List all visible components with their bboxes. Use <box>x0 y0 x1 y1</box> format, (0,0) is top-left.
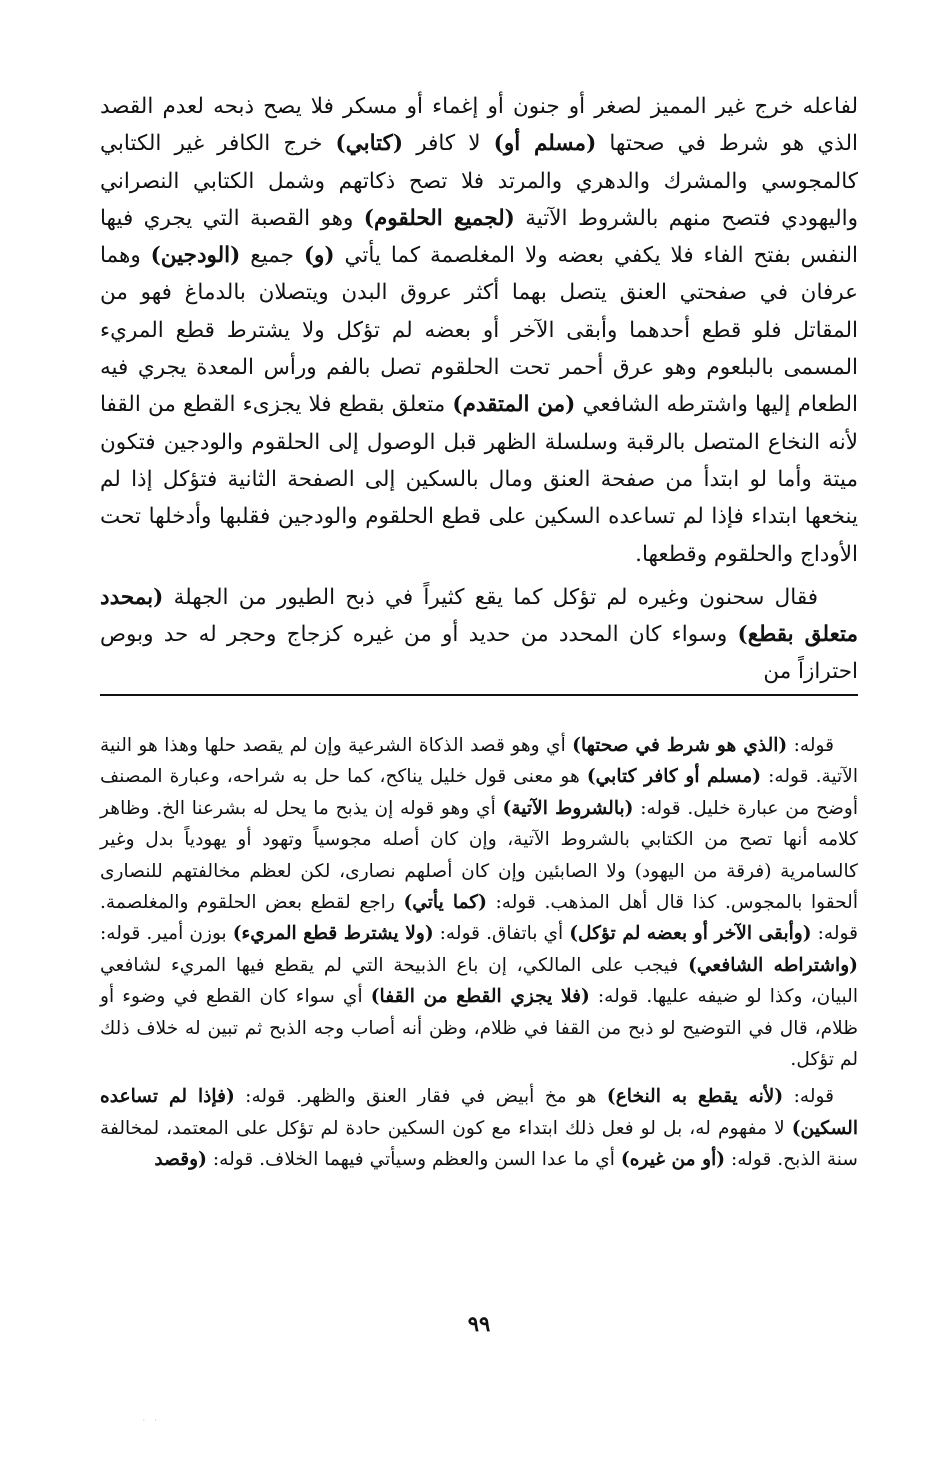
bold-phrase: (مسلم أو) <box>493 131 597 157</box>
text-run: جميع <box>240 243 304 269</box>
bold-phrase: (فلا يجزي القطع من القفا) <box>370 986 590 1008</box>
text-run: وسواء كان المحدد من حديد أو من غيره كزجاج وحجر له حد وبوص احترازاً من <box>100 622 858 685</box>
text-run: أي وهو قصد الذكاة الشرعية وإن لم يقصد حلها وهذا هو النية الآتية. قوله: <box>100 735 858 788</box>
bold-phrase: (واشتراطه الشافعي) <box>688 954 858 976</box>
bold-phrase: (بمحدد متعلق بقطع) <box>100 584 858 648</box>
text-run: أي وهو قوله إن يذبح ما يحل له بشرعنا الخ. وظاهر كلامه أنها تصح من الكتابي بالشروط الآتية، وإن كان أصله مجوسياً وتهود أو يهودياً بدل وغير كالسامرية (فرقة من اليهود) ولا الصابئين وإن كان أصلهم نصارى، لكن لعظم مخالفتهم للنصارى ألحقوا بالمجوس. كذا قال أهل المذهب. قوله: <box>100 797 858 914</box>
text-run: قوله: <box>783 1086 834 1108</box>
bold-phrase: (وأبقى الآخر أو بعضه لم تؤكل) <box>569 923 812 945</box>
text-run: أي سواء كان القطع في وضوء أو ظلام، قال في التوضيح لو ذبح من القفا في ظلام، وظن أنه أصاب وجه الذبح ثم تبين له خلاف ذلك لم تؤكل. <box>100 986 858 1071</box>
scan-speck: · · <box>142 1416 160 1426</box>
text-run: هو مخ أبيض في فقار العنق والظهر. قوله: <box>234 1086 607 1108</box>
text-run: خرج الكافر غير الكتابي كالمجوسي والمشرك والدهري والمرتد فلا تصح ذكاتهم وشمل الكتابي النصراني واليهودي فتصح منهم بالشروط الآتية <box>100 131 858 231</box>
text-run: لا كافر <box>403 131 494 157</box>
text-run: وهما عرفان في صفحتي العنق يتصل بهما أكثر عروق البدن ويتصلان بالدماغ فهو من المقاتل فلو قطع أحدهما وأبقى الآخر أو بعضه لم تؤكل ولا يشترط قطع المريء المسمى بالبلعوم وهو عرق أحمر تحت الحلقوم تصل بالفم ورأس المعدة يجري فيه الطعام إليها واشترطه الشافعي <box>100 243 858 418</box>
bold-phrase: (فإذا لم تساعده السكين) <box>100 1086 858 1139</box>
page-number: ٩٩ <box>467 1311 491 1336</box>
main-paragraph-2 <box>100 579 858 691</box>
text-run: فيجب على المالكي، إن باع الذبيحة التي لم يقطع فيها المريء لشافعي البيان، وكذا لو ضيفه عليها. قوله: <box>100 954 858 1008</box>
text-run: وهو القصبة التي يجري فيها النفس بفتح الفاء فلا يكفي بعضه ولا المغلصمة كما يأتي <box>100 205 858 269</box>
bold-phrase: (الذي هو شرط في صحتها) <box>572 735 788 756</box>
text-run: لا مفهوم له، بل لو فعل ذلك ابتداء مع كون السكين حادة لم تؤكل على المعتمد، لمخالفة سنة الذبح. قوله: <box>100 1117 858 1171</box>
footnotes <box>100 730 858 1176</box>
bold-phrase: (مسلم أو كافر كتابي) <box>586 766 762 788</box>
footnote-paragraph-1 <box>100 730 858 1075</box>
bold-phrase: (كتابي) <box>335 131 404 157</box>
bold-phrase: (كما يأتي) <box>403 892 487 914</box>
main-paragraph-1 <box>100 88 858 573</box>
bold-phrase: (ولا يشترط قطع المريء) <box>232 923 434 945</box>
bold-phrase: (لأنه يقطع به النخاع) <box>606 1086 784 1108</box>
text-run: بوزن أمير. قوله: <box>100 923 233 945</box>
text-run: هو معنى قول خليل يناكح، كما حل به شراحه، وعبارة المصنف أوضح من عبارة خليل. قوله: <box>100 766 859 819</box>
bold-phrase: (أو من غيره) <box>620 1149 726 1171</box>
text-run: قوله: <box>787 735 834 756</box>
bold-phrase: (و) <box>303 243 335 269</box>
bold-phrase: (الودجين) <box>150 243 241 269</box>
document-page <box>100 88 858 1388</box>
text-run: أي باتفاق. قوله: <box>433 923 570 945</box>
text-run: متعلق بقطع فلا يجزىء القطع من القفا لأنه النخاع المتصل بالرقبة وسلسلة الظهر قبل الوصول إلى الحلقوم والودجين فتكون ميتة وأما لو ابتدأ من صفحة العنق ومال بالسكين إلى الصفحة الثانية فتؤكل إذا لم ينخعها ابتداء فإذا لم تساعده السكين على قطع الحلقوم والودجين فقلبها وأدخلها تحت الأوداج والحلقوم وقطعها. <box>100 392 858 567</box>
text-run: راجع لقطع بعض الحلقوم والمغلصمة. قوله: <box>100 892 858 945</box>
text-run: لفاعله خرج غير المميز لصغر أو جنون أو إغماء أو مسكر فلا يصح ذبحه لعدم القصد الذي هو شرط في صحتها <box>100 94 858 157</box>
text-run: فقال سحنون وغيره لم تؤكل كما يقع كثيراً في ذبح الطيور من الجهلة <box>163 584 818 610</box>
footnote-paragraph-2 <box>100 1081 858 1175</box>
bold-phrase: (وقصد <box>154 1149 207 1171</box>
bold-phrase: (بالشروط الآتية) <box>502 797 634 819</box>
footnote-separator <box>100 694 858 696</box>
bold-phrase: (لجميع الحلقوم) <box>363 205 515 231</box>
main-text <box>100 88 858 691</box>
text-run: أي ما عدا السن والعظم وسيأتي فيهما الخلاف. قوله: <box>206 1149 621 1171</box>
bold-phrase: (من المتقدم) <box>452 392 576 418</box>
